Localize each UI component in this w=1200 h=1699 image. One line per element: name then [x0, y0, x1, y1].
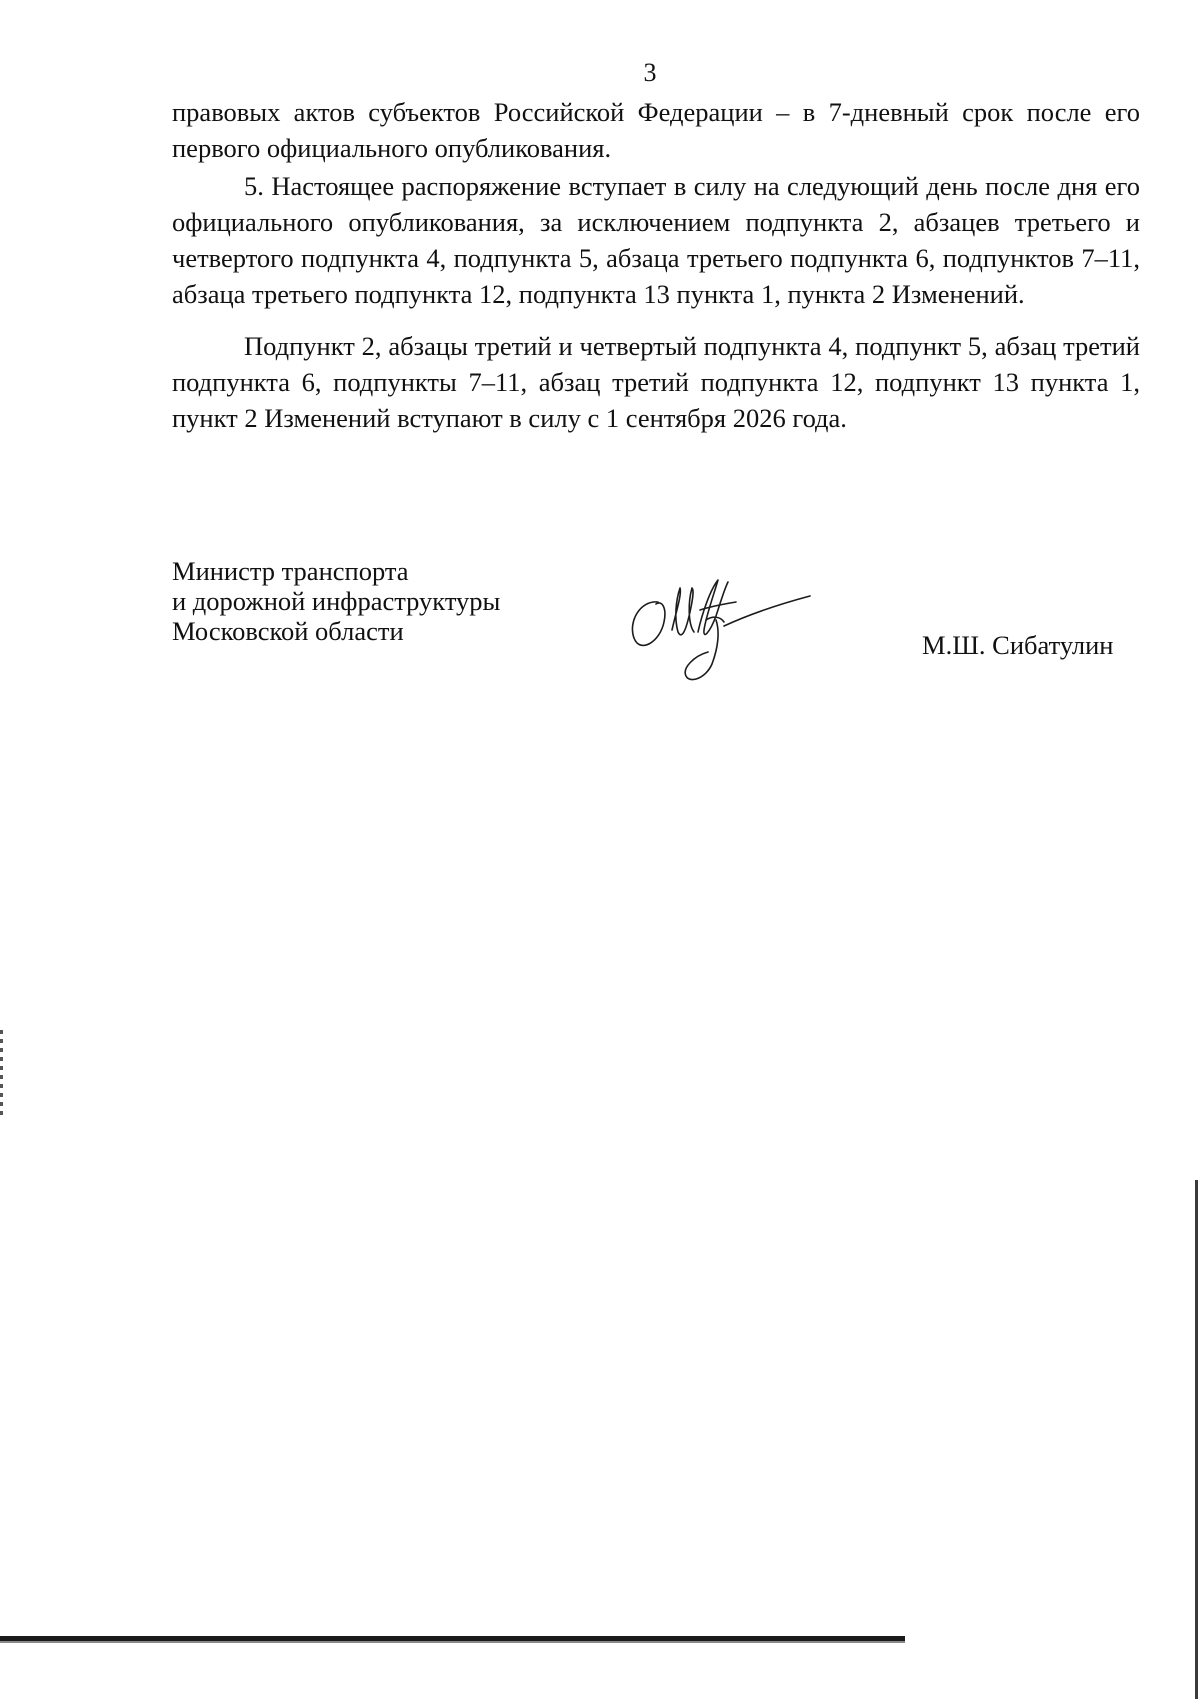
paragraph-item-5: 5. Настоящее распоряжение вступает в силу на следующий день после дня его официального опубликования, за исключением подпункта 2, абзацев третьего и четвертого подпункта 4, подпункта 5, абзаца третьего подпункта 6, подпунктов 7–11, абзаца третьего подпункта 12, подпункта 13 пункта 1, пункта 2 Изменений.	[172, 171, 1140, 309]
page-number: 3	[643, 58, 657, 87]
paragraph-effective-date: Подпункт 2, абзацы третий и четвертый подпункта 4, подпункт 5, абзац третий подпункта 6, подпункты 7–11, абзац третий подпункта 12, подпункт 13 пункта 1, пункт 2 Изменений вступают в силу с 1 сентября 2026 года.	[172, 331, 1140, 433]
signatory-position-line: и дорожной инфраструктуры	[172, 586, 501, 616]
scan-right-edge	[1195, 1180, 1198, 1699]
paragraph-continuation: правовых актов субъектов Российской Федерации – в 7-дневный срок после его первого официального опубликования.	[172, 97, 1140, 163]
signatory-name: М.Ш. Сибатулин	[922, 630, 1114, 660]
scan-left-edge-marks	[0, 1030, 3, 1120]
document-body	[172, 94, 1140, 436]
signatory-position	[172, 556, 572, 646]
scan-edge-shadow	[0, 1641, 905, 1643]
signatory-position-line: Московской области	[172, 616, 404, 646]
handwritten-signature	[620, 560, 820, 690]
signatory-position-line: Министр транспорта	[172, 556, 409, 586]
